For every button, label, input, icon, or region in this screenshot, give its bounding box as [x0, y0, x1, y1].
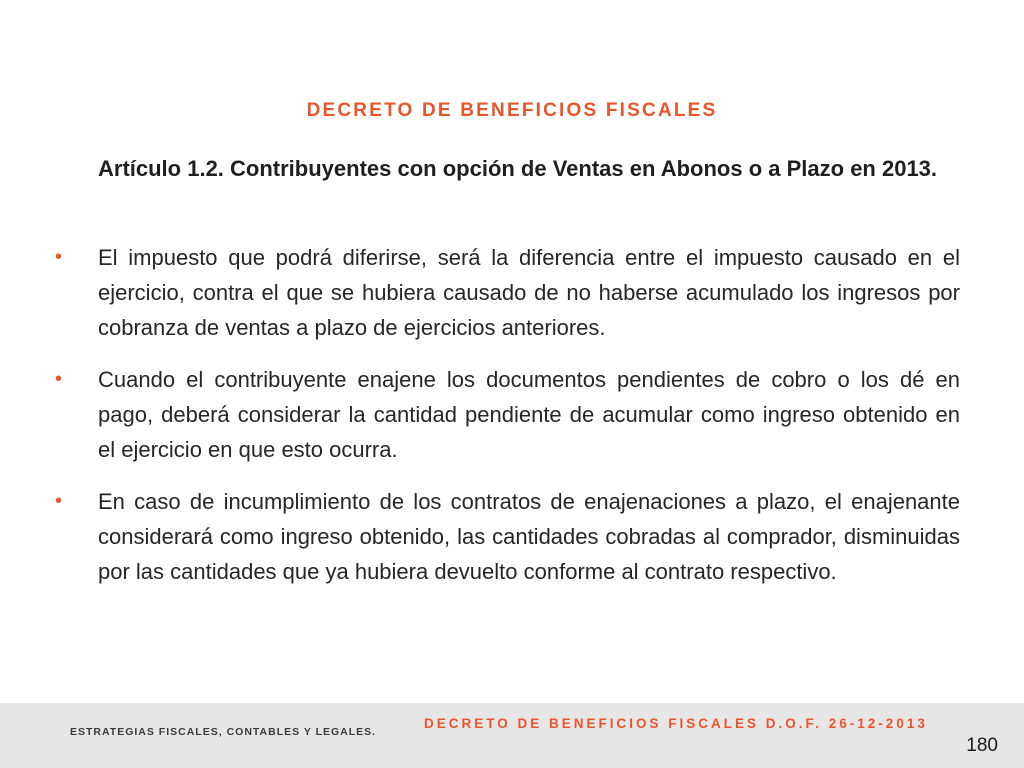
footer-company-name: ESTRATEGIAS FISCALES, CONTABLES Y LEGALES.	[70, 726, 377, 738]
bullet-item	[55, 362, 960, 467]
bullet-text: Cuando el contribuyente enajene los documentos pendientes de cobro o los dé en pago, deberá considerar la cantidad pendiente de acumular como ingreso obtenido en el ejercicio en que esto ocurra.	[98, 367, 960, 462]
bullet-text: En caso de incumplimiento de los contratos de enajenaciones a plazo, el enajenante considerará como ingreso obtenido, las cantidades cobradas al comprador, disminuidas por las cantidades que ya hubiera devuelto conforme al contrato respectivo.	[98, 489, 960, 584]
bullet-list	[55, 240, 960, 606]
bullet-dot-icon: •	[55, 490, 63, 512]
bullet-dot-icon: •	[55, 246, 63, 268]
article-title: Artículo 1.2. Contribuyentes con opción de Ventas en Abonos o a Plazo en 2013.	[98, 156, 938, 181]
page-number: 180	[966, 735, 998, 756]
bullet-text: El impuesto que podrá diferirse, será la diferencia entre el impuesto causado en el ejercicio, contra el que se hubiera causado de no haberse acumulado los ingresos por cobranza de ventas a plazo de ejercicios anteriores.	[98, 245, 960, 340]
bullet-item	[55, 484, 960, 589]
bullet-item	[55, 240, 960, 345]
footer-document-title: DECRETO DE BENEFICIOS FISCALES D.O.F. 26-12-2013	[424, 716, 928, 731]
bullet-dot-icon: •	[55, 368, 63, 390]
slide-header-title: DECRETO DE BENEFICIOS FISCALES	[306, 100, 718, 121]
